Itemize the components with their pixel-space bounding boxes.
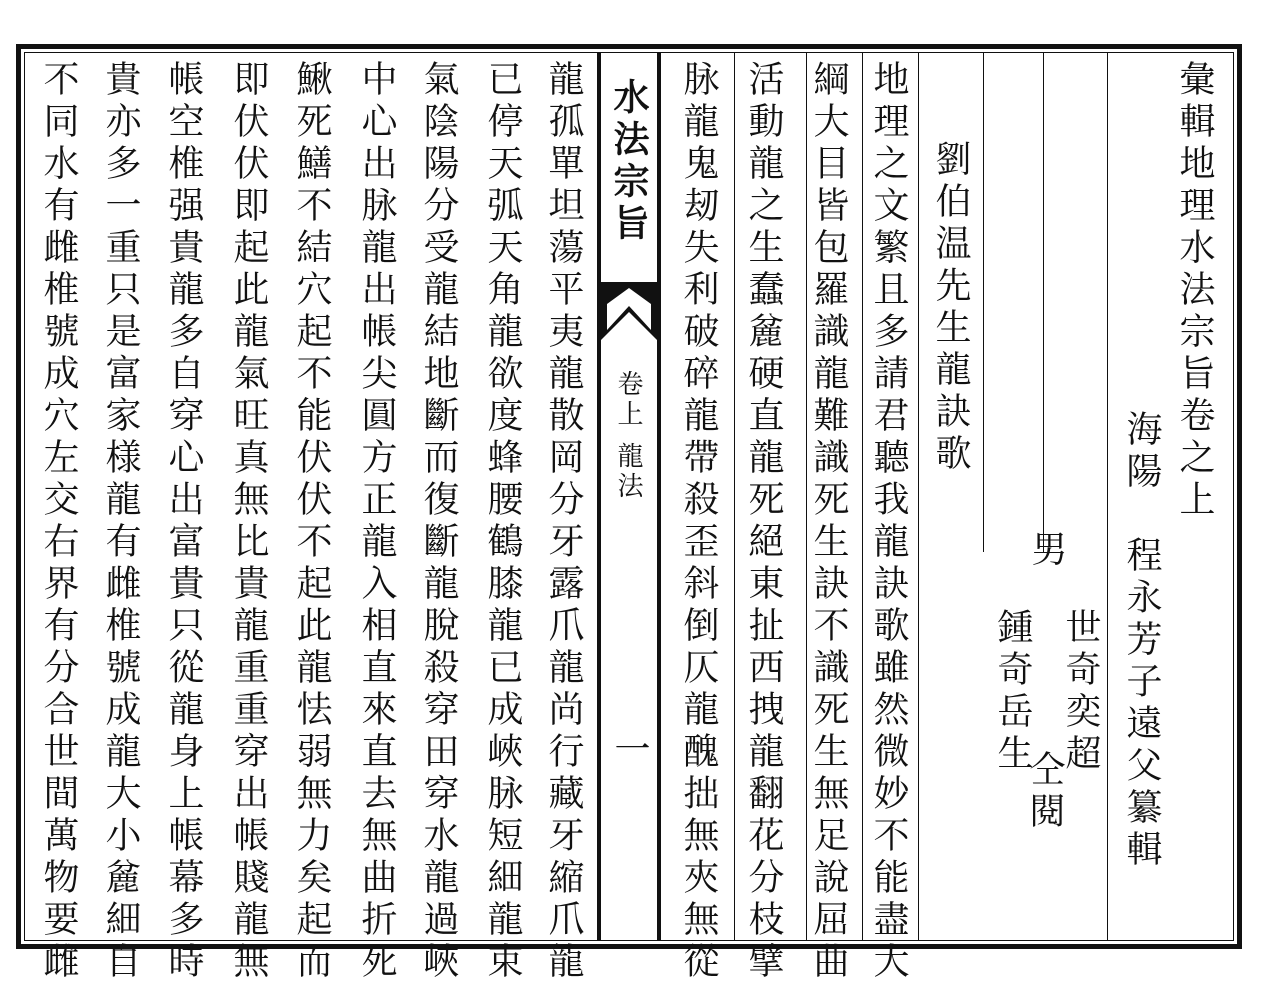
text-column: 綱大目皆包羅識龍難識死生訣不識死生無足說屈曲 — [808, 60, 849, 984]
text-column: 氣陰陽分受龍結地斷而復斷龍脫殺穿田穿水龍過峽 — [418, 60, 459, 984]
author-name: 程永芳子遠父纂輯 — [1121, 536, 1162, 872]
column-rule — [918, 52, 919, 941]
header-title: 彙輯地理水法宗旨卷之上 — [1174, 60, 1215, 522]
column-rule — [983, 52, 984, 552]
text-column: 鰍死鱔不結穴起不能伏伏不起此龍怯弱無力矣起而 — [291, 60, 332, 984]
column-rule — [734, 52, 735, 941]
text-column: 帳空椎强貴龍多自穿心出富貴只從龍身上帳幕多時 — [163, 60, 204, 984]
text-column: 中心出脉龍出帳尖圓方正龍入相直來直去無曲折死 — [356, 60, 397, 984]
text-column: 地理之文繁且多請君聽我龍訣歌雖然微妙不能盡大 — [868, 60, 909, 984]
chapter-label: 龍法 — [613, 442, 643, 502]
volume-label: 卷上 — [613, 370, 643, 430]
text-column: 即伏伏即起此龍氣旺真無比貴龍重重穿出帳賤龍無 — [228, 60, 269, 984]
fish-tail-mark — [601, 282, 657, 342]
son-name-2: 鍾奇岳生 — [992, 608, 1033, 776]
text-column: 貴亦多一重只是富家様龍有雌椎號成龍大小麄細自 — [100, 60, 141, 984]
text-column: 已停天弧天角龍欲度蜂腰鶴膝龍已成峽脉短細龍束 — [482, 60, 523, 984]
column-rule — [862, 52, 863, 941]
page-number: 一 — [609, 730, 650, 772]
sons-label: 男 — [1026, 530, 1067, 572]
text-column: 不同水有雌椎號成穴左交右界有分合世間萬物要雌 — [38, 60, 79, 984]
column-rule — [1043, 52, 1044, 552]
author-place: 海陽 — [1121, 410, 1162, 494]
text-column: 龍孤單坦蕩平夷龍散岡分牙露爪龍尚行藏牙縮爪龍 — [543, 60, 584, 984]
proofread-label: 仝閱 — [1024, 750, 1065, 834]
section-title: 劉伯温先生龍訣歌 — [930, 140, 971, 476]
son-name-1: 世奇奕超 — [1060, 608, 1101, 776]
column-rule — [1107, 52, 1108, 941]
book-title: 水法宗旨 — [608, 78, 650, 246]
column-rule — [806, 52, 807, 941]
text-column: 脉龍鬼刼失利破碎龍帶殺歪斜倒仄龍醜拙無夾無從 — [678, 60, 719, 984]
text-column: 活動龍之生蠢麄硬直龍死絕東扯西拽龍翻花分枝擘 — [743, 60, 784, 984]
